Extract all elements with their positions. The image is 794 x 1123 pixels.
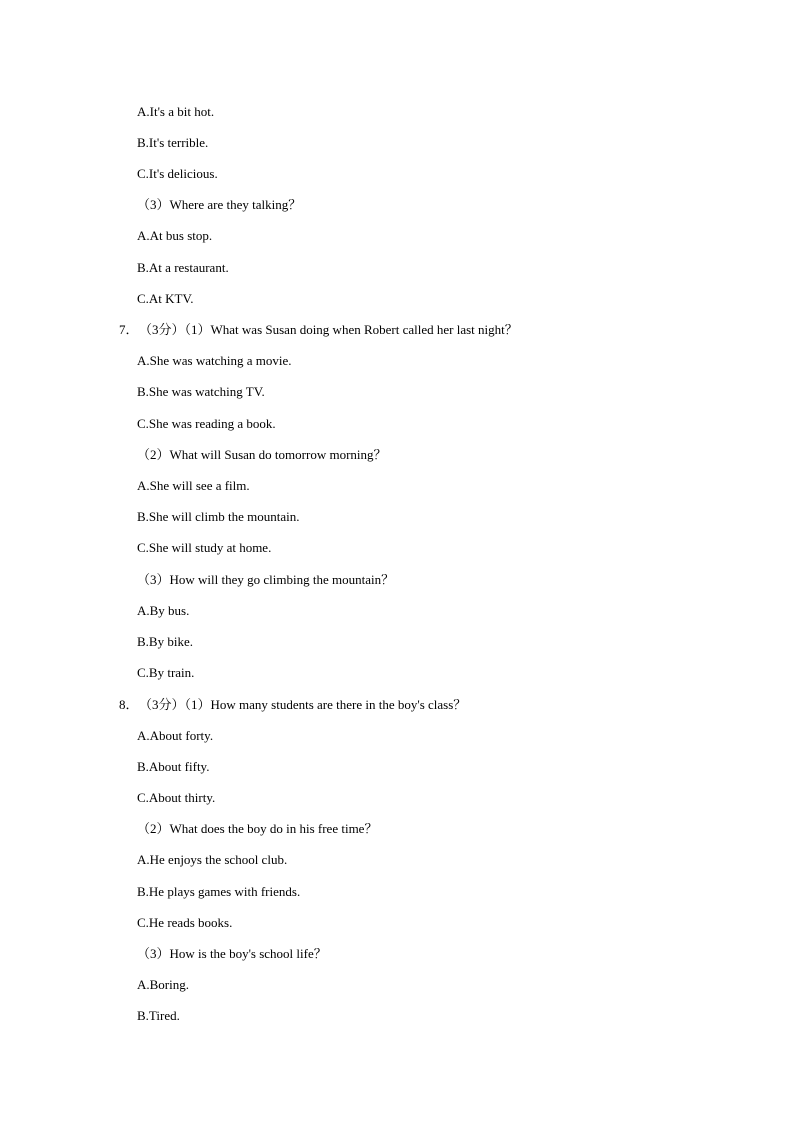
option-text: C.About thirty. <box>137 790 216 805</box>
option-text: A.He enjoys the school club. <box>137 852 288 867</box>
option-text: C.By train. <box>137 665 195 680</box>
option-text: C.It's delicious. <box>137 166 218 181</box>
option-text: C.She will study at home. <box>137 540 272 555</box>
sub-question-prompt: （1）What was Susan doing when Robert called her last night？ <box>184 322 518 337</box>
sub-question-prompt: （2）What will Susan do tomorrow morning？ <box>137 447 387 462</box>
option-text: A.She was watching a movie. <box>137 353 292 368</box>
option-text: B.He plays games with friends. <box>137 884 301 899</box>
option-text: B.About fifty. <box>137 759 210 774</box>
question-8-header <box>119 697 466 713</box>
question-score: （3分） <box>139 322 185 337</box>
option-text: A.About forty. <box>137 728 214 743</box>
sub-question-prompt: （3）How is the boy's school life？ <box>137 946 327 961</box>
option-text: B.At a restaurant. <box>137 260 229 275</box>
option-text: C.At KTV. <box>137 291 194 306</box>
sub-question-prompt: （1）How many students are there in the boy's class？ <box>184 697 467 712</box>
option-text: C.She was reading a book. <box>137 416 276 431</box>
question-number: 8． <box>119 697 139 712</box>
option-text: B.She will climb the mountain. <box>137 509 300 524</box>
question-number: 7． <box>119 322 139 337</box>
option-text: A.Boring. <box>137 977 189 992</box>
option-text: A.It's a bit hot. <box>137 104 215 119</box>
question-score: （3分） <box>139 697 185 712</box>
option-text: B.By bike. <box>137 634 193 649</box>
option-text: B.She was watching TV. <box>137 384 265 399</box>
option-text: A.By bus. <box>137 603 190 618</box>
option-text: B.Tired. <box>137 1008 180 1023</box>
sub-question-prompt: （3）How will they go climbing the mountain？ <box>137 572 395 587</box>
sub-question-prompt: （3）Where are they talking？ <box>137 197 302 212</box>
sub-question-prompt: （2）What does the boy do in his free time？ <box>137 821 378 836</box>
option-text: A.At bus stop. <box>137 228 213 243</box>
option-text: B.It's terrible. <box>137 135 209 150</box>
option-text: A.She will see a film. <box>137 478 250 493</box>
option-text: C.He reads books. <box>137 915 233 930</box>
question-7-header <box>119 322 518 338</box>
